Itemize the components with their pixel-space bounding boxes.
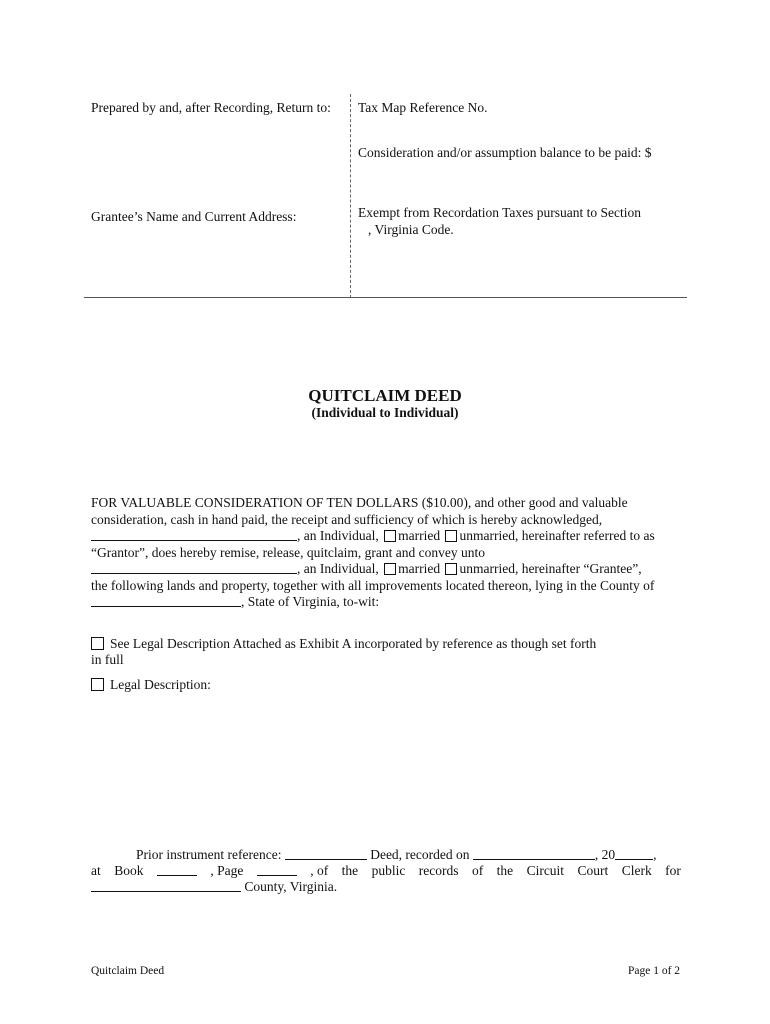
word-court: Court bbox=[577, 863, 609, 878]
prior-county-blank[interactable] bbox=[91, 879, 241, 892]
body-line-4: “Grantor”, does hereby remise, release, quitclaim, grant and convey unto bbox=[91, 545, 485, 560]
legal-description-option bbox=[91, 677, 211, 693]
grantee-married-label: married bbox=[398, 561, 441, 576]
grantor-name-blank[interactable] bbox=[91, 528, 297, 541]
prior-instrument-label: Prior instrument reference: bbox=[136, 847, 282, 862]
grantee-unmarried-checkbox[interactable] bbox=[445, 563, 457, 575]
body-line-2: consideration, cash in hand paid, the receipt and sufficiency of which is hereby acknowledged, bbox=[91, 512, 603, 527]
county-virginia-text: County, Virginia. bbox=[244, 879, 338, 894]
grantee-an-individual-text: , an Individual, bbox=[297, 561, 379, 576]
county-virginia-line bbox=[91, 879, 337, 895]
document-title: QUITCLAIM DEED bbox=[308, 386, 462, 405]
grantor-married-label: married bbox=[398, 528, 441, 543]
header-divider-horizontal bbox=[84, 297, 687, 298]
year-blank[interactable] bbox=[615, 847, 653, 860]
exempt-label-line2: , Virginia Code. bbox=[368, 222, 454, 237]
grantee-line bbox=[91, 561, 642, 577]
exhibit-a-checkbox[interactable] bbox=[91, 637, 104, 650]
county-name-blank[interactable] bbox=[91, 594, 241, 607]
grantee-name-label: Grantee’s Name and Current Address: bbox=[91, 209, 297, 224]
grantor-unmarried-checkbox[interactable] bbox=[445, 530, 457, 542]
body-line-1: FOR VALUABLE CONSIDERATION OF TEN DOLLARS ($10.00), and other good and valuable bbox=[91, 495, 628, 510]
footer-doc-name: Quitclaim Deed bbox=[91, 965, 165, 977]
word-the-1: the bbox=[341, 863, 359, 878]
exempt-label-line1: Exempt from Recordation Taxes pursuant to Section bbox=[358, 205, 641, 220]
exhibit-a-label: See Legal Description Attached as Exhibit A incorporated by reference as though set forth bbox=[110, 636, 597, 651]
year-prefix-text: , 20 bbox=[594, 847, 616, 862]
prior-instrument-blank[interactable] bbox=[285, 847, 367, 860]
grantor-unmarried-label: unmarried, hereinafter referred to as bbox=[459, 528, 655, 543]
consideration-label: Consideration and/or assumption balance to be paid: $ bbox=[358, 145, 652, 160]
book-page-line bbox=[91, 863, 681, 879]
word-public: public bbox=[371, 863, 406, 878]
grantor-line bbox=[91, 528, 655, 544]
body-line-6: the following lands and property, together with all improvements located thereon, lying in the County of bbox=[91, 578, 655, 593]
exhibit-a-label-line2: in full bbox=[91, 652, 124, 667]
word-page: , Page bbox=[210, 863, 244, 878]
word-book: Book bbox=[114, 863, 144, 878]
grantee-married-checkbox[interactable] bbox=[384, 563, 396, 575]
tax-map-label: Tax Map Reference No. bbox=[358, 100, 488, 115]
deed-recorded-label: Deed, recorded on bbox=[370, 847, 470, 862]
page-blank[interactable] bbox=[257, 863, 297, 876]
grantee-unmarried-label: unmarried, hereinafter “Grantee”, bbox=[459, 561, 642, 576]
recorded-date-blank[interactable] bbox=[473, 847, 595, 860]
word-clerk: Clerk bbox=[621, 863, 652, 878]
word-of: , of bbox=[310, 863, 329, 878]
word-the-2: the bbox=[496, 863, 514, 878]
grantee-name-blank[interactable] bbox=[91, 561, 297, 574]
year-comma: , bbox=[653, 847, 657, 862]
word-records: records bbox=[418, 863, 459, 878]
word-of-2: of bbox=[471, 863, 484, 878]
state-of-virginia-text: , State of Virginia, to-wit: bbox=[241, 594, 380, 609]
grantor-married-checkbox[interactable] bbox=[384, 530, 396, 542]
legal-description-checkbox[interactable] bbox=[91, 678, 104, 691]
prior-instrument-line bbox=[136, 847, 657, 863]
county-line bbox=[91, 594, 379, 610]
footer-page-number: Page 1 of 2 bbox=[628, 965, 681, 977]
word-circuit: Circuit bbox=[526, 863, 565, 878]
grantor-an-individual-text: , an Individual, bbox=[297, 528, 379, 543]
exhibit-a-option bbox=[91, 636, 596, 652]
prepared-by-label: Prepared by and, after Recording, Return to: bbox=[91, 100, 331, 115]
document-subtitle: (Individual to Individual) bbox=[311, 405, 459, 420]
word-for: for bbox=[665, 863, 681, 878]
word-at: at bbox=[91, 863, 101, 878]
book-blank[interactable] bbox=[157, 863, 197, 876]
legal-description-label: Legal Description: bbox=[110, 677, 211, 692]
header-divider-vertical bbox=[350, 94, 351, 298]
